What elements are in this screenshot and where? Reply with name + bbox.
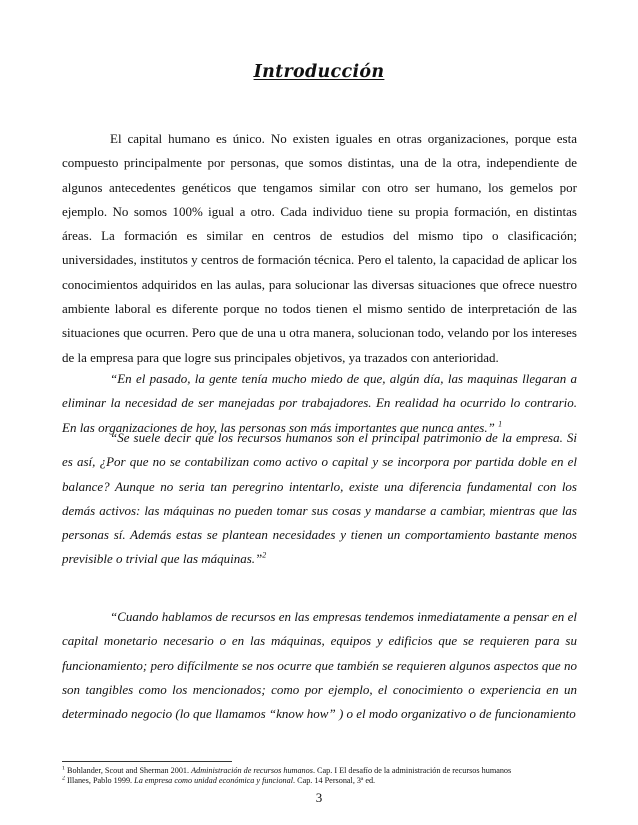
footnote-ref-1: 1	[498, 419, 503, 429]
footnotes	[62, 766, 582, 787]
intro-paragraph: El capital humano es único. No existen iguales en otras organizaciones, porque esta compuesto principalmente por personas, que somos distintas, una de la otra, independiente de algunos antecedentes genéticos que tengamos similar con otro ser humano, los gemelos por ejemplo. No somos 100% igual a otro. Cada individuo tiene su propia formación, en distintas áreas. La formación es similar en centros de estudios del mismo tipo o clasificación; universidades, institutos y centros de formación técnica. Pero el talento, la capacidad de aplicar los conocimientos adquiridos en las aulas, para solucionar las diversas situaciones que ofrece nuestro ambiente laboral es diferente porque no todos tienen el mismo sentido de interpretación de las situaciones que ocurren. Pero que de una u otra manera, solucionan todo, velando por los intereses de la empresa para que logre sus principales objetivos, ya trazados con anterioridad.	[62, 131, 577, 365]
page-title: Introducción	[253, 62, 385, 82]
footnote-number: 1	[62, 766, 65, 772]
footnote-book-title: La empresa como unidad económica y funcional	[134, 776, 294, 786]
quote-paragraph-2	[62, 426, 577, 572]
footnote-divider	[62, 761, 232, 762]
quote-text-2: “Se suele decir que los recursos humanos son el principal patrimonio de la empresa. Si es así, ¿Por que no se contabilizan como activo o capital y se incorpora por partida doble en el balance? Aunque no seria tan peregrino intentarlo, existe una diferencia fundamental con los demás activos: las máquinas no pueden tomar sus cosas y mandarse a cambiar, mientras que las personas sí. Además estas se plantean necesidades y tienen un comportamiento bastante menos previsible o trivial que las máquinas.”	[62, 430, 577, 567]
quote-text-1: “En el pasado, la gente tenía mucho miedo de que, algún día, las maquinas llegaran a eliminar la necesidad de ser manejadas por trabajadores. En realidad ha ocurrido lo contrario. En las organizaciones de hoy, las personas son más importantes que nunca antes.”	[62, 371, 577, 435]
footnote-detail: . Cap. I El desafío de la administración de recursos humanos	[312, 766, 512, 775]
footnote-citation: Bohlander, Scout and Sherman 2001.	[67, 766, 192, 775]
footnote-2	[62, 776, 582, 786]
footnote-number: 2	[62, 776, 65, 782]
footnote-book-title: Administración de recursos humanos	[191, 766, 313, 775]
footnote-ref-2: 2	[262, 551, 267, 561]
footnote-citation: Illanes, Pablo 1999.	[67, 776, 135, 786]
footnote-1	[62, 766, 582, 776]
quote-paragraph-3: “Cuando hablamos de recursos en las empresas tendemos inmediatamente a pensar en el capital monetario necesario o en las máquinas, equipos y edificios que se requieren para su funcionamiento; pero difícilmente se nos ocurre que también se requieren algunos aspectos que no son tangibles como los mencionados; como por ejemplo, el conocimiento o experiencia en un determinado negocio (lo que llamamos “know how” ) o el modo organizativo o de funcionamiento	[62, 609, 577, 722]
page-number: 3	[315, 790, 323, 805]
footnote-detail: . Cap. 14 Personal, 3ª ed.	[293, 776, 376, 786]
